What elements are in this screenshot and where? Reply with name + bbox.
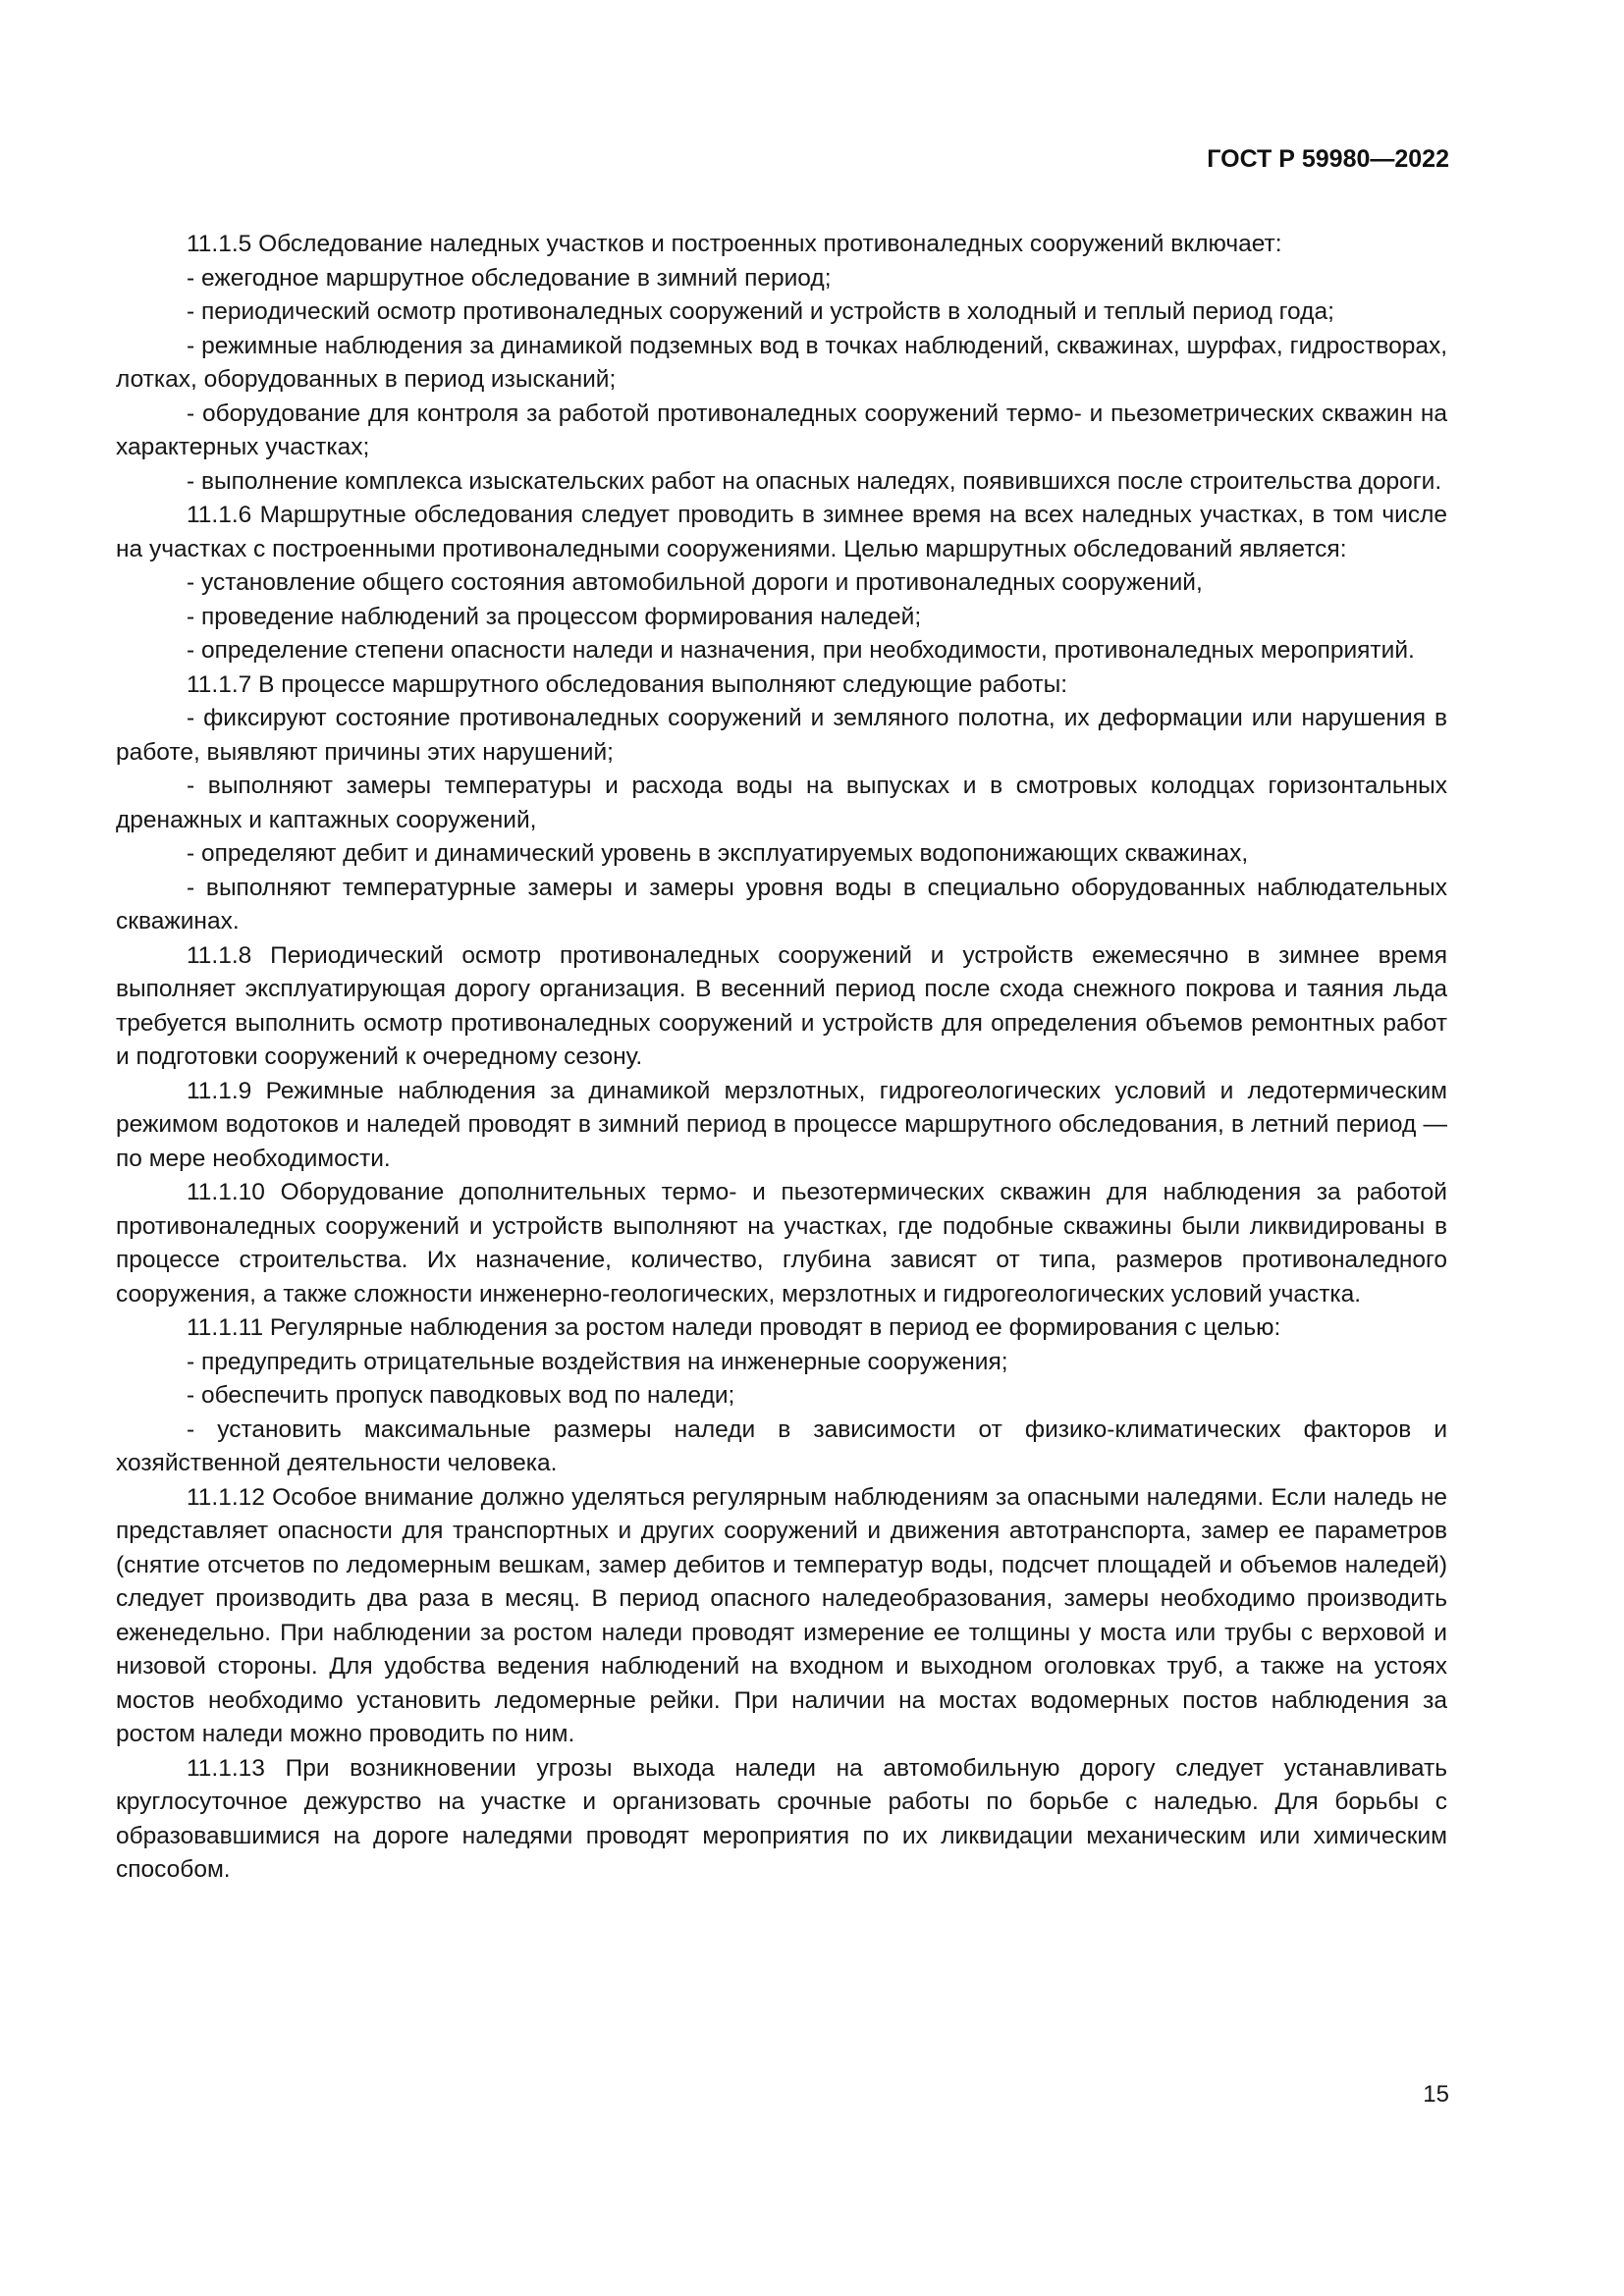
- paragraph: 11.1.11 Регулярные наблюдения за ростом наледи проводят в период ее формирования с целью:: [187, 1314, 1281, 1341]
- list-item: - определение степени опасности наледи и назначения, при необходимости, противоналедных мероприятий.: [187, 637, 1415, 664]
- paragraph: 11.1.5 Обследование наледных участков и построенных противоналедных сооружений включает:: [187, 231, 1282, 257]
- list-item: - оборудование для контроля за работой противоналедных сооружений термо- и пьезометрических скважин на характерных участках;: [116, 400, 1447, 460]
- list-item: - обеспечить пропуск паводковых вод по наледи;: [187, 1382, 735, 1409]
- paragraph: 11.1.13 При возникновении угрозы выхода наледи на автомобильную дорогу следует устанавливать круглосуточное дежурство на участке и организовать срочные работы по борьбе с наледью. Для борьбы с образовавшимися на дороге наледями проводят мероприятия по их ликвидации механическим или химическим способом.: [116, 1754, 1447, 1883]
- paragraph: 11.1.6 Маршрутные обследования следует проводить в зимнее время на всех наледных участках, в том числе на участках с построенными противоналедными сооружениями. Целью маршрутных обследований является:: [116, 502, 1447, 562]
- list-item: - установить максимальные размеры наледи в зависимости от физико-климатических факторов и хозяйственной деятельности человека.: [116, 1415, 1447, 1476]
- paragraph: 11.1.7 В процессе маршрутного обследования выполняют следующие работы:: [187, 670, 1068, 698]
- document-code: ГОСТ Р 59980—2022: [1207, 145, 1449, 173]
- paragraph: 11.1.8 Периодический осмотр противоналедных сооружений и устройств ежемесячно в зимнее время выполняет эксплуатирующая дорогу организация. В весенний период после схода снежного покрова и таяния льда требуется выполнить осмотр противоналедных сооружений и устройств для определения объемов ремонтных работ и подготовки сооружений к очередному сезону.: [116, 941, 1447, 1070]
- paragraph: 11.1.10 Оборудование дополнительных термо- и пьезотермических скважин для наблюдения за работой противоналедных сооружений и устройств выполняют на участках, где подобные скважины были ликвидированы в процессе строительства. Их назначение, количество, глубина зависят от типа, размеров противоналедного сооружения, а также сложности инженерно-геологических, мерзлотных и гидрогеологических условий участка.: [116, 1179, 1447, 1308]
- paragraph: 11.1.12 Особое внимание должно уделяться регулярным наблюдениям за опасными наледями. Если наледь не представляет опасности для транспортных и других сооружений и движения автотранспорта, замер ее параметров (снятие отсчетов по ледомерным вешкам, замер дебитов и температур воды, подсчет площадей и объемов наледей) следует производить два раза в месяц. В период опасного наледеобразования, замеры необходимо производить еженедельно. При наблюдении за ростом наледи проводят измерение ее толщины у моста или трубы с верховой и низовой стороны. Для удобства ведения наблюдений на входном и выходном оголовках труб, а также на устоях мостов необходимо установить ледомерные рейки. При наличии на мостах водомерных постов наблюдения за ростом наледи можно проводить по ним.: [116, 1483, 1447, 1747]
- list-item: - определяют дебит и динамический уровень в эксплуатируемых водопонижающих скважинах,: [187, 840, 1249, 867]
- list-item: - проведение наблюдений за процессом формирования наледей;: [187, 603, 922, 630]
- list-item: - установление общего состояния автомобильной дороги и противоналедных сооружений,: [187, 569, 1203, 596]
- list-item: - выполнение комплекса изыскательских работ на опасных наледях, появившихся после строительства дороги.: [187, 467, 1442, 495]
- paragraph: 11.1.9 Режимные наблюдения за динамикой мерзлотных, гидрогеологических условий и ледотермическим режимом водотоков и наледей проводят в зимний период в процессе маршрутного обследования, в летний период — по мере необходимости.: [116, 1077, 1447, 1172]
- list-item: - выполняют температурные замеры и замеры уровня воды в специально оборудованных наблюдательных скважинах.: [116, 874, 1447, 934]
- document-body: [116, 228, 1447, 1888]
- list-item: - выполняют замеры температуры и расхода воды на выпусках и в смотровых колодцах горизонтальных дренажных и каптажных сооружений,: [116, 773, 1447, 833]
- list-item: - периодический осмотр противоналедных сооружений и устройств в холодный и теплый период года;: [187, 298, 1334, 325]
- list-item: - предупредить отрицательные воздействия на инженерные сооружения;: [187, 1348, 1008, 1375]
- list-item: - режимные наблюдения за динамикой подземных вод в точках наблюдений, скважинах, шурфах, гидростворах, лотках, оборудованных в период изысканий;: [116, 332, 1447, 393]
- list-item: - ежегодное маршрутное обследование в зимний период;: [187, 264, 832, 292]
- page-number: 15: [1423, 2081, 1449, 2108]
- list-item: - фиксируют состояние противоналедных сооружений и земляного полотна, их деформации или нарушения в работе, выявляют причины этих нарушений;: [116, 705, 1447, 766]
